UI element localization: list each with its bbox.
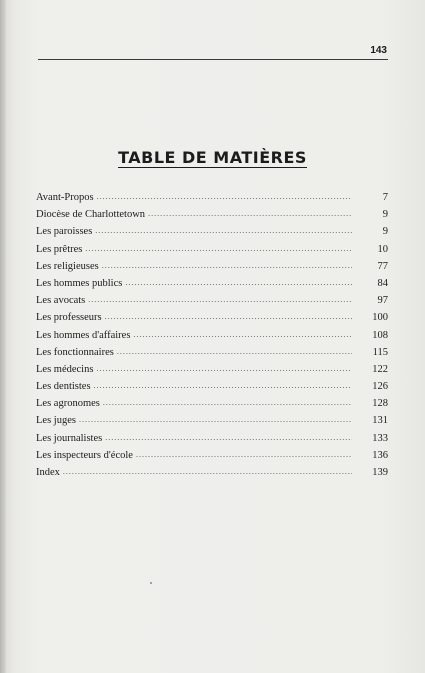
- dot-leader: [102, 257, 352, 274]
- toc-entry-label: Les avocats: [36, 295, 86, 307]
- toc-entry: [36, 223, 388, 240]
- toc-title: [0, 148, 425, 168]
- paper-speck: [150, 582, 152, 584]
- dot-leader: [148, 205, 352, 222]
- toc-entry: [36, 430, 388, 447]
- dot-leader: [97, 188, 352, 205]
- toc-entry: [36, 309, 388, 326]
- dot-leader: [63, 463, 352, 480]
- toc-entry-page: 97: [377, 295, 388, 307]
- toc-entry-label: Les professeurs: [36, 312, 102, 324]
- toc-entry-page: 100: [372, 312, 388, 324]
- toc-entry-label: Les prêtres: [36, 243, 83, 255]
- toc-entry: [36, 412, 388, 429]
- dot-leader: [88, 291, 352, 308]
- toc-entry-page: 108: [372, 329, 388, 341]
- toc-entry: [36, 447, 388, 464]
- toc-entry-page: 128: [372, 398, 388, 410]
- toc-entry-label: Les agronomes: [36, 398, 100, 410]
- toc-entry: [36, 292, 388, 309]
- toc-entry: [36, 344, 388, 361]
- toc-entry-label: Les fonctionnaires: [36, 346, 114, 358]
- toc-entry-label: Les dentistes: [36, 381, 91, 393]
- dot-leader: [105, 308, 352, 325]
- dot-leader: [133, 326, 352, 343]
- toc-entry-label: Les religieuses: [36, 260, 99, 272]
- dot-leader: [117, 343, 352, 360]
- dot-leader: [103, 394, 352, 411]
- toc-entry-label: Avant-Propos: [36, 192, 94, 203]
- dot-leader: [95, 222, 352, 239]
- toc-title-text: TABLE DE MATIÈRES: [118, 148, 307, 167]
- page-number: 143: [370, 45, 387, 56]
- toc-entry: [36, 395, 388, 412]
- binding-edge: [0, 0, 6, 673]
- toc-entry: [36, 206, 388, 223]
- header-rule: [38, 59, 388, 60]
- toc-entry-page: 139: [372, 467, 388, 478]
- toc-entry: [36, 241, 388, 258]
- toc-entry-page: 9: [382, 226, 388, 238]
- toc-entry-page: 77: [377, 260, 388, 272]
- toc-entry: [36, 189, 388, 206]
- dot-leader: [105, 429, 352, 446]
- toc-entry-page: 126: [372, 381, 388, 393]
- toc-entry-label: Les médecins: [36, 363, 94, 375]
- toc-entry-label: Index: [36, 467, 60, 478]
- toc-entry: [36, 327, 388, 344]
- toc-entry-label: Les hommes publics: [36, 277, 123, 289]
- toc-entry: [36, 275, 388, 292]
- toc-entry-page: 7: [382, 192, 388, 203]
- toc-entry-page: 131: [372, 415, 388, 427]
- toc-entry-page: 115: [372, 346, 388, 358]
- toc-entry-label: Les journalistes: [36, 432, 103, 444]
- toc-entry-label: Les hommes d'affaires: [36, 329, 131, 341]
- dot-leader: [136, 446, 352, 463]
- dot-leader: [79, 411, 352, 428]
- dot-leader: [94, 377, 352, 394]
- toc-entry-label: Les juges: [36, 415, 76, 427]
- dot-leader: [125, 274, 352, 291]
- toc-entry: [36, 258, 388, 275]
- toc-entry-page: 84: [377, 277, 388, 289]
- toc-entry-label: Les inspecteurs d'école: [36, 449, 133, 461]
- toc-entry-label: Les paroisses: [36, 226, 93, 238]
- toc-entry-page: 9: [382, 209, 388, 221]
- dot-leader: [85, 240, 352, 257]
- toc-entry-page: 10: [377, 243, 388, 255]
- toc-entry-label: Diocèse de Charlottetown: [36, 209, 146, 221]
- toc-entry-page: 133: [372, 432, 388, 444]
- toc-entry-page: 136: [372, 449, 388, 461]
- dot-leader: [96, 360, 352, 377]
- table-of-contents: [36, 189, 388, 481]
- toc-entry: [36, 361, 388, 378]
- toc-entry: [36, 378, 388, 395]
- toc-entry: [36, 464, 388, 481]
- toc-entry-page: 122: [372, 363, 388, 375]
